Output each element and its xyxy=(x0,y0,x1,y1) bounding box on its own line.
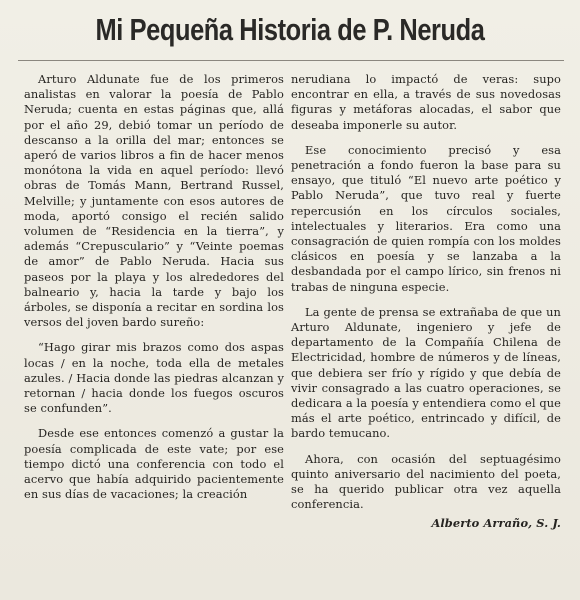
left-column xyxy=(24,72,284,512)
paragraph-press: La gente de prensa se extrañaba de que un Arturo Aldunate, ingeniero y jefe de departamento de la Compañía Chilena de Electricidad, hombre de números y de líneas, que debiera ser frío y rígido y que debía de vivir consagrado a las cuatro operaciones, se dedicara a la poesía y entendiera como el que más el arte poético, entrincado y difícil, de bardo temucano. xyxy=(291,304,561,441)
title-divider xyxy=(18,60,564,61)
paragraph-anniversary: Ahora, con ocasión del septuagésimo quinto aniversario del nacimiento del poeta, se ha querido publicar otra vez aquella conferencia. xyxy=(291,451,561,512)
poem-quote: “Hago girar mis brazos como dos aspas locas / en la noche, toda ella de metales azules. / Hacia donde las piedras alcanzan y retornan / hacia donde los fuegos oscuros se confunden”. xyxy=(24,340,284,416)
paragraph-continuation: nerudiana lo impactó de veras: supo encontrar en ella, a través de sus novedosas figuras y metáforas alocadas, el sabor que deseaba imponerle su autor. xyxy=(291,72,561,132)
paragraph-conference: Desde ese entonces comenzó a gustar la poesía complicada de este vate; por ese tiempo dictó una conferencia con todo el acervo que había adquirido pacientemente en sus días de vacaciones; la creación xyxy=(24,426,284,502)
article-title: Mi Pequeña Historia de P. Neruda xyxy=(95,12,485,47)
right-column xyxy=(291,72,561,532)
author-signature: Alberto Arraño, S. J. xyxy=(431,516,561,531)
paragraph-essay: Ese conocimiento precisó y esa penetración a fondo fueron la base para su ensayo, que tituló “El nuevo arte poético y Pablo Neruda”, que tuvo real y fuerte repercusión en los círculos sociales, intelectuales y literarios. Era como una consagración de quien rompía con los moldes clásicos en poesía y se lanzaba a la desbandada por el campo lírico, sin frenos ni trabas de ninguna especie. xyxy=(291,142,561,294)
paragraph-intro: Arturo Aldunate fue de los primeros analistas en valorar la poesía de Pablo Neruda; cuenta en estas páginas que, allá por el año 29, debió tomar un período de descanso a la orilla del mar; entonces se aperó de varios libros a fin de hacer menos monótona la vida en aquel período: llevó obras de Tomás Mann, Bertrand Russel, Melville; y juntamente con esos autores de moda, aportó consigo el recién salido volumen de “Residencia en la tierra”, y además “Crepusculario” y “Veinte poemas de amor” de Pablo Neruda. Hacia sus paseos por la playa y los alrededores del balneario y, hacia la tarde y bajo los árboles, se disponía a recitar en sordina los versos del joven bardo sureño: xyxy=(24,72,284,330)
